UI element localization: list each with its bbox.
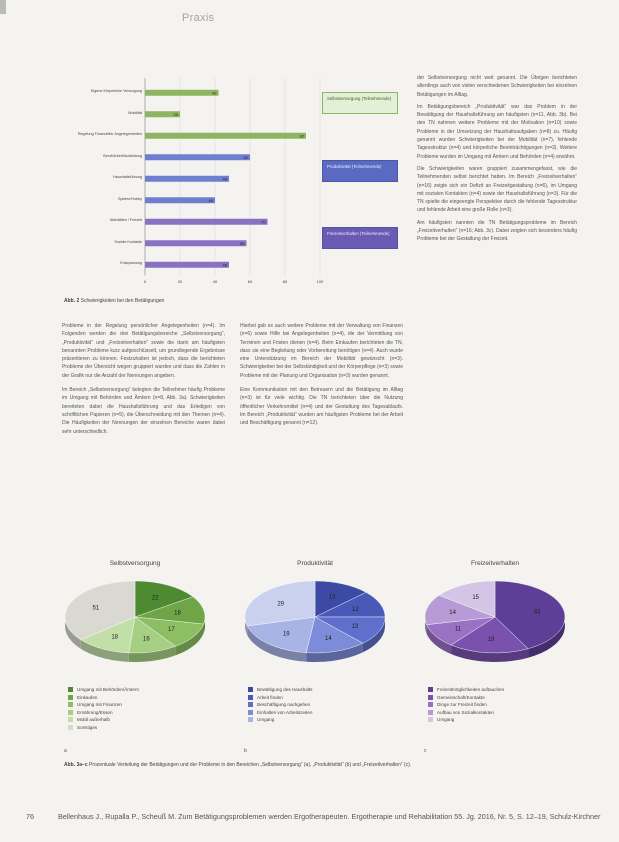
bar [145, 176, 229, 182]
pie-slice-label: 18 [174, 610, 181, 617]
bar-chart-caption [64, 298, 164, 304]
bar-caption-text: Schwierigkeiten bei den Betätigungen [80, 298, 165, 304]
pie-slice-label: 14 [325, 636, 332, 643]
bar-caption-number: Abb. 2 [64, 298, 80, 304]
legend-swatch [68, 717, 73, 722]
bar-category-label: Mobilität [128, 110, 142, 115]
text-column-right [417, 74, 577, 244]
pie-legend-item [248, 701, 310, 709]
legend-swatch [248, 687, 253, 692]
pie-legend-item [428, 694, 485, 702]
legend-swatch [68, 695, 73, 700]
bar [145, 240, 247, 246]
legend-swatch [428, 702, 433, 707]
bar-value-label: 92 [299, 133, 304, 139]
text-column-middle [240, 322, 403, 428]
bar [145, 133, 306, 139]
pie-legend-item [428, 701, 487, 709]
legend-label: Umgang mit Finanzen [77, 702, 122, 707]
legend-label: Mobil außerhalb [77, 717, 110, 722]
legend-label: Freizeitmöglichkeiten auftauchen [437, 687, 505, 692]
pie-slice-label: 13 [328, 594, 336, 601]
pie-chart-svg [230, 572, 400, 682]
bar-value-label: 48 [222, 176, 227, 182]
pie-slice-label: 43 [533, 609, 541, 616]
pie-legend-item [428, 709, 494, 717]
legend-label: Einkaufen [77, 694, 98, 700]
pie-slice-label: 14 [449, 610, 456, 617]
pie-legend-item [68, 686, 139, 694]
pie-subfigure-letter: c [424, 748, 427, 754]
pie-slice-label: 13 [351, 623, 359, 630]
mid-paragraph-2: Eine Kommunikation mit den Betreuern und die Betätigung im Alltag (n=3) ist für viele wichtig. Die TN berichteten über die Nutzung öffentlicher Verkehrsmittel (n=4) und der Gestaltung des Tagesablaufs. Im Bereich „Produktivität“ wurden am häufigsten Probleme bei der Arbeit und Beschäftigung genannt (n=12). [240, 387, 403, 427]
legend-swatch [68, 725, 73, 730]
bar-value-label: 70 [261, 219, 266, 225]
legend-swatch [428, 710, 433, 715]
legend-label: Umgang [437, 717, 455, 722]
bar-category-label: Eigene Körperliche Versorgung [90, 89, 142, 94]
pie-slice-label: 19 [282, 631, 290, 638]
pie-slice-label: 22 [151, 595, 159, 602]
pie-legend-item [428, 686, 504, 694]
legend-swatch [428, 695, 433, 700]
pie-slice-label: 12 [352, 606, 359, 613]
bar-axis-tick: 80 [282, 278, 288, 284]
bar-category-label: Haushaltsführung [113, 175, 142, 180]
bar-group-box: Produktivität (Teilnehmende) [322, 160, 398, 182]
bar-axis-tick: 60 [247, 278, 253, 284]
pie-legend-item [68, 724, 97, 732]
bar-category-label: Entspannung [120, 261, 142, 266]
legend-label: Umgang mit Behörden/Ämtern [77, 687, 140, 692]
right-paragraph-4: Am häufigsten nannten die TN Betätigungsprobleme im Bereich „Freizeitverhalten“ (n=16; Abb. 3c). Dabei zeigten sich besonders häufig Probleme bei der Gestaltung der Freizeit. [417, 219, 577, 243]
bar [145, 197, 215, 203]
legend-swatch [428, 687, 433, 692]
legend-label: Arbeit finden [257, 694, 283, 700]
legend-label: Sonstiges [77, 724, 98, 730]
page-number: 76 [26, 812, 34, 821]
pie-chart-svg [50, 572, 220, 682]
pie-title: Produktivität [297, 560, 333, 567]
bar-group-box: Freizeitverhalten (Teilnehmende) [322, 227, 398, 249]
pie-slice-label: 17 [168, 627, 175, 634]
legend-label: Beschäftigung nachgehen [257, 702, 311, 707]
pie-chart-svg [410, 572, 580, 682]
pie-slice-label: 29 [277, 601, 285, 608]
legend-swatch [248, 710, 253, 715]
legend-label: Bewältigung des Haushalts [257, 687, 313, 692]
bar-axis-tick: 40 [212, 278, 218, 284]
legend-swatch [68, 687, 73, 692]
footer [26, 812, 600, 821]
pie-legend-item [428, 716, 454, 724]
right-paragraph-1: der Selbstversorgung nicht weit genannt. Die Übrigen berichteten allerdings auch von vielen verschiedenen Schwierigkeiten bei einzelnen Betätigungen im Alltag. [417, 75, 577, 98]
pie-figure-caption [64, 762, 584, 769]
bar [145, 219, 268, 225]
legend-swatch [428, 717, 433, 722]
left-paragraph-2: Im Bereich „Selbstversorgung“ belegten die Teilnehmer häufig Probleme im Umgang mit Behörden und Ämtern (n=8, Abb. 3a). Schwierigkeiten bereiteten dabei die Haushaltsführung und das Erledigen von schriftlichen Papieren (n=5), die Überschneidung mit den Themen (n=4). Die Häufigkeiten der Nennungen der einzelnen Bereiche waren dabei sehr unterschiedlich. [62, 387, 225, 435]
bar-value-label: 60 [243, 155, 248, 161]
pie-subfigure-letter: b [244, 748, 247, 754]
bar-category-label: Spielen/Hobby [118, 196, 142, 201]
bar-chart-figure [60, 70, 400, 295]
pie-slice-label: 19 [487, 637, 495, 644]
legend-label: Dinge zur Freizeit finden [437, 702, 487, 707]
pie-legend-item [248, 694, 283, 702]
pie-slice-label: 11 [454, 626, 462, 633]
bar-axis-tick: 100 [316, 278, 324, 284]
pie-title: Selbstversorgung [109, 560, 161, 567]
legend-label: Ernährung/Essen [77, 709, 113, 715]
pie-legend-item [248, 709, 312, 717]
bar-axis-tick: 20 [177, 278, 183, 284]
legend-label: Aufbau von Sozialkontakten [437, 709, 494, 715]
legend-swatch [68, 710, 73, 715]
pie-slice-label: 18 [111, 634, 119, 641]
footer-citation: Bellenhaus J., Rupalla P., Scheuß M. Zum Betätigungsproblemen werden Ergotherapeuten. Ergotherapie und Rehabilitation 55. Jg. 2016, Nr. 5, S. 12–19, Schulz-Kirchner [58, 812, 601, 821]
pie-subfigure-letter: a [64, 748, 67, 754]
right-paragraph-3: Die Schwierigkeiten waren gruppiert zusammengefasst, wie die Teilnehmenden selbst berichtet hatten. Im Bereich „Freizeitverhalten“ (n=16) zeigte sich ein Defizit an Freizeitgestaltung (n=6), im Umgang mit sozialen Kontakten (n=4) sowie der Haushaltsführung (n=3). Für die TN spielte die eingeengte Perspektive durch die fehlende Tagesstruktur und fehlende Arbeit eine große Rolle (n=3). [417, 165, 577, 214]
pie-legend-item [68, 701, 122, 709]
legend-label: Gemeinschaft/Kontakte [437, 694, 485, 700]
bar [145, 262, 229, 268]
pie-caption-text: Prozentuale Verteilung der Betätigungen und der Probleme in den Bereichen „Selbstversorgung“ (a), „Produktivität“ (b) und „Freizeitverhalten“ (c). [89, 762, 412, 768]
legend-swatch [248, 695, 253, 700]
left-paragraph-1: Probleme in der Regelung persönlicher Angelegenheiten (n=4). Im Folgenden werden die drei Betätigungsbereiche „Selbstversorgung“, „Produktivität“ und „Freizeitverhalten“ sowie die darin am häufigsten benannten Probleme kurz aufgeschlüsselt, um grundlegende Ergebnisse präsentieren zu können. Festzuhalten ist jedoch, dass die berichteten Probleme der Übersicht wegen gruppiert wurden und dass die Zahlen in der Grafik nur die Anzahl der Nennungen angeben. [62, 323, 225, 379]
legend-swatch [248, 717, 253, 722]
pie-legend-item [68, 694, 97, 702]
bar-value-label: 40 [208, 198, 213, 204]
pie-legend-item [68, 709, 113, 717]
text-column-left [62, 322, 225, 436]
bar-value-label: 20 [173, 112, 178, 118]
legend-label: Umgang [257, 717, 275, 722]
bar-value-label: 42 [212, 90, 217, 96]
header-marker [0, 0, 6, 14]
bar [145, 154, 250, 160]
pie-legend-item [68, 716, 110, 724]
legend-swatch [248, 702, 253, 707]
legend-swatch [68, 702, 73, 707]
bar-value-label: 58 [240, 241, 245, 247]
bar-category-label: Beruf/Arbeit/Ausbildung [103, 153, 142, 158]
pie-slice-label: 15 [472, 595, 480, 601]
bar-group-box: Selbstversorgung (Teilnehmende) [322, 92, 398, 114]
bar-category-label: Soziale Kontakte [114, 239, 142, 244]
pie-slice-label: 51 [92, 605, 100, 612]
section-title: Praxis [182, 12, 215, 24]
pie-slice-label: 16 [143, 636, 150, 643]
bar [145, 90, 219, 96]
bar-category-label: Regelung Finanzieller Angelegenheiten [77, 132, 142, 137]
bar-axis-tick: 0 [143, 278, 147, 284]
pie-figure-row [50, 560, 590, 760]
pie-title: Freizeitverhalten [470, 560, 520, 567]
bar-value-label: 48 [222, 262, 227, 268]
right-paragraph-2: Im Betätigungsbereich „Produktivität“ war das Problem in der Bewältigung der Haushaltsführung am häufigsten (n=11, Abb. 3b). Bei den TN nahmen weitere Probleme mit der Motivation (n=10) sowie Probleme in der Umsetzung der Haushaltsaufgaben (n=8) zu. Häufig genannt wurden Schwierigkeiten bei der Mobilität (n=7), fehlende Tagesstruktur (n=4) und körperliche Beeinträchtigungen (n=3). Weitere Probleme wurden im Umgang mit Ämtern und Behörden (n=4) erwähnt. [417, 103, 577, 160]
pie-legend-item [248, 716, 274, 724]
bar-category-label: Aktivitäten / Freizeit [109, 218, 142, 223]
pie-legend-item [248, 686, 312, 694]
mid-paragraph-1: Hierbei gab es auch weitere Probleme mit der Verwaltung von Finanzen (n=6) sowie Hilfe bei Angelegenheiten (n=4), die der Vermittlung von Terminen und Fristen dienen (n=4). Beim Einkaufen berichteten die TN, dass sie eine Begleitung oder Vorbereitung benötigen (n=4). Auch wurde eine Unterstützung im Bereich der Mobilität gewünscht (n=3). Schwierigkeiten bei der Selbständigkeit und der Körperpflege (n=3) sowie Probleme mit der Planung und Organisation (n=3) wurden genannt. [240, 323, 403, 379]
legend-label: Einhalten von Arbeitszeiten [257, 709, 313, 715]
pie-caption-number: Abb. 3a–c [64, 762, 88, 768]
